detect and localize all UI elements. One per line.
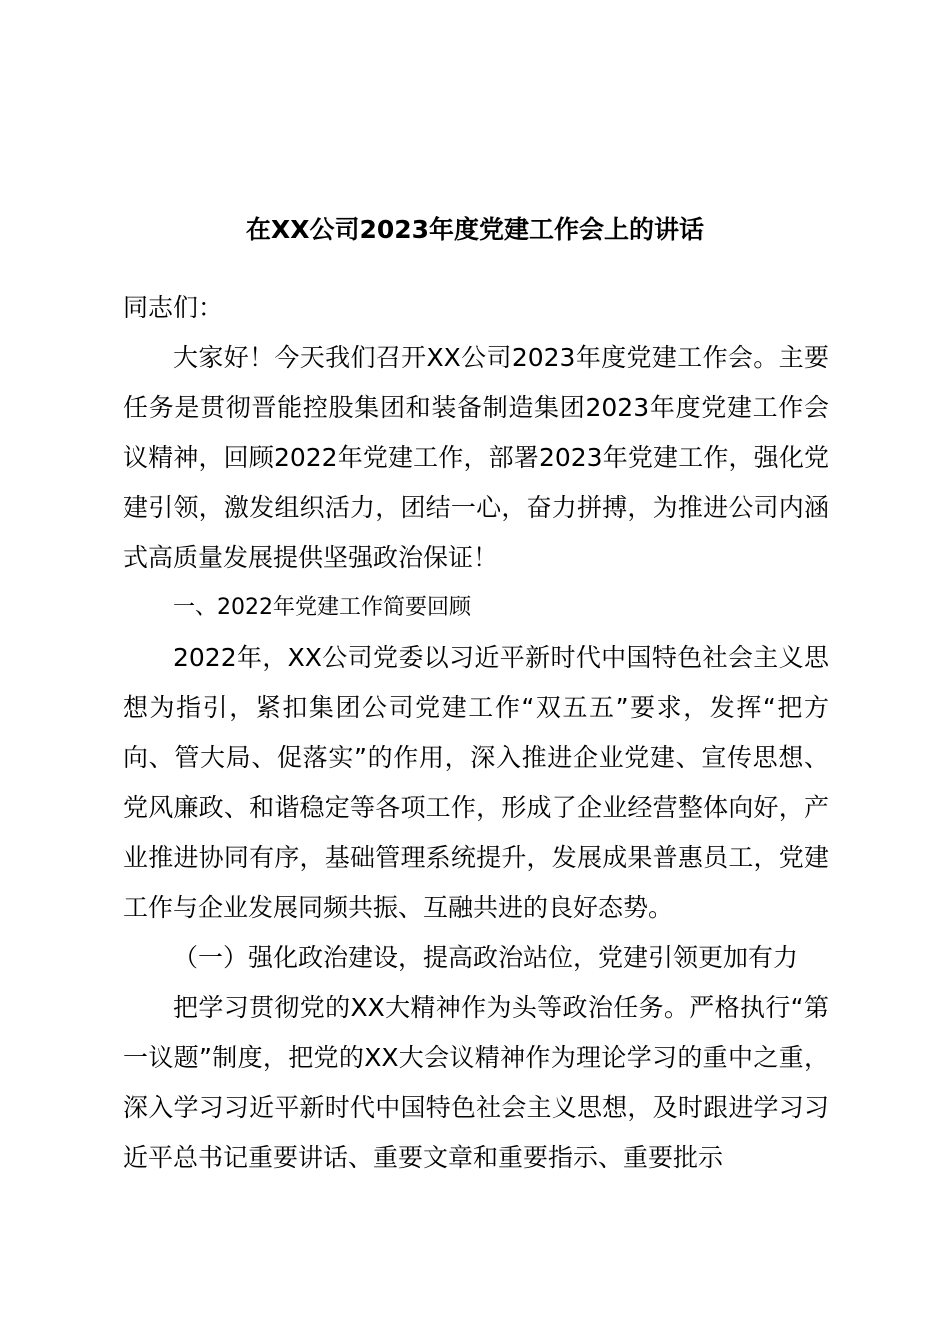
- subsection-heading-political: （一）强化政治建设，提高政治站位，党建引领更加有力: [173, 943, 799, 972]
- section-heading-review: 一、2022年党建工作简要回顾: [173, 595, 471, 620]
- document-body: [123, 283, 829, 1183]
- paragraph-review: 2022年，XX公司党委以习近平新时代中国特色社会主义思想为指引，紧扣集团公司党建工作“双五五”要求，发挥“把方向、管大局、促落实”的作用，深入推进企业党建、宣传思想、党风廉政、和谐稳定等各项工作，形成了企业经营整体向好，产业推进协同有序，基础管理系统提升，发展成果普惠员工，党建工作与企业发展同频共振、互融共进的良好态势。: [123, 643, 829, 922]
- salutation: 同志们：: [123, 293, 224, 322]
- paragraph-political: 把学习贯彻党的XX大精神作为头等政治任务。严格执行“第一议题”制度，把党的XX大会议精神作为理论学习的重中之重，深入学习习近平新时代中国特色社会主义思想，及时跟进学习习近平总书记重要讲话、重要文章和重要指示、重要批示: [123, 993, 829, 1172]
- paragraph-opening: 大家好！今天我们召开XX公司2023年度党建工作会。主要任务是贯彻晋能控股集团和装备制造集团2023年度党建工作会议精神，回顾2022年党建工作，部署2023年党建工作，强化党建引领，激发组织活力，团结一心，奋力拼搏，为推进公司内涵式高质量发展提供坚强政治保证！: [123, 343, 829, 572]
- document-title: 在XX公司2023年度党建工作会上的讲话: [245, 215, 705, 244]
